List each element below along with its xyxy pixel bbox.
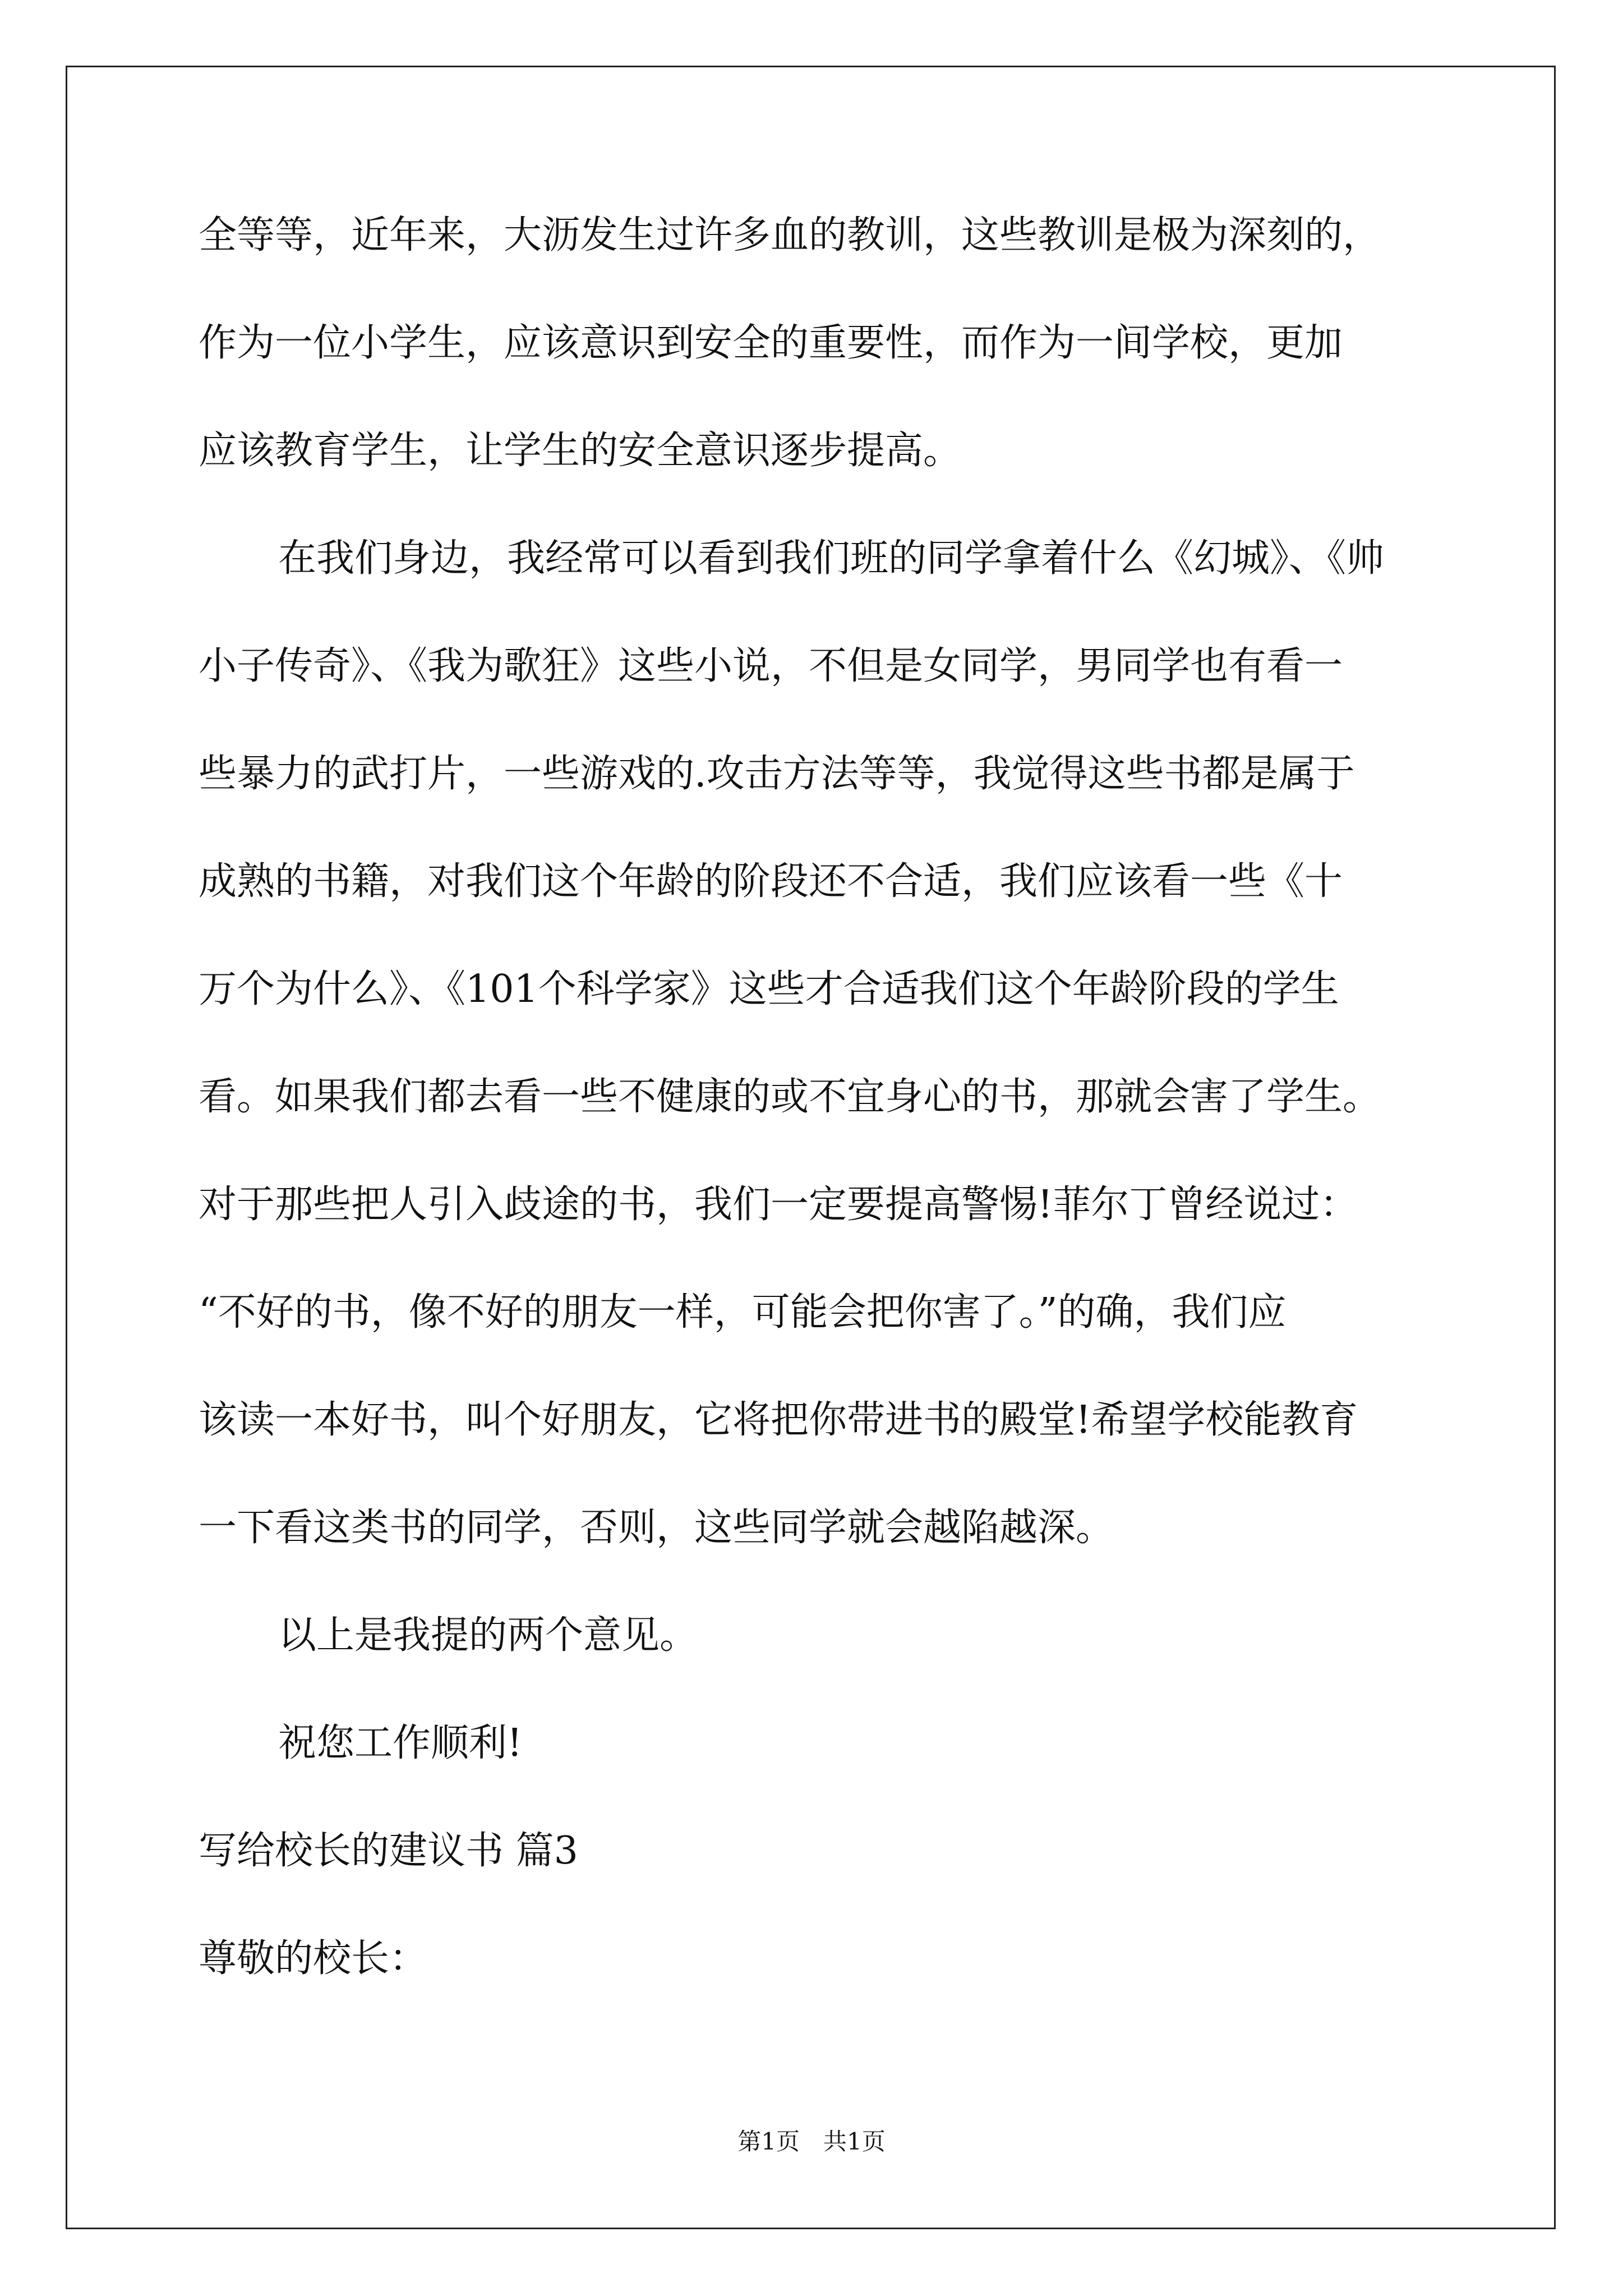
text-line: 作为一位小学生，应该意识到安全的重要性，而作为一间学校，更加 (199, 321, 1343, 365)
text-line: 写给校长的建议书 篇3 (199, 1829, 578, 1873)
text-line: 一下看这类书的同学，否则，这些同学就会越陷越深。 (199, 1506, 1114, 1550)
text-line: “不好的书，像不好的朋友一样，可能会把你害了。”的确，我们应 (199, 1290, 1287, 1335)
text-line: 在我们身边，我经常可以看到我们班的同学拿着什么《幻城》、《帅 (278, 536, 1385, 581)
page-frame (66, 66, 1556, 2229)
page-footer: 第1页 共1页 (737, 2128, 886, 2155)
text-line: 该读一本好书，叫个好朋友，它将把你带进书的殿堂!希望学校能教育 (199, 1398, 1358, 1442)
text-line: 对于那些把人引入歧途的书，我们一定要提高警惕!菲尔丁曾经说过： (199, 1182, 1358, 1227)
text-line: 看。如果我们都去看一些不健康的或不宜身心的书，那就会害了学生。 (199, 1075, 1381, 1119)
text-line: 万个为什么》、《101个科学家》这些才合适我们这个年龄阶段的学生 (199, 967, 1339, 1011)
text-line: 小子传奇》、《我为歌狂》这些小说，不但是女同学，男同学也有看一 (199, 644, 1343, 688)
text-line: 全等等，近年来，大沥发生过许多血的教训，这些教训是极为深刻的， (199, 213, 1381, 257)
text-line: 些暴力的武打片，一些游戏的.攻击方法等等，我觉得这些书都是属于 (199, 752, 1355, 796)
text-line: 以上是我提的两个意见。 (278, 1613, 698, 1658)
text-line: 祝您工作顺利! (278, 1721, 523, 1765)
text-line: 应该教育学生，让学生的安全意识逐步提高。 (199, 429, 962, 473)
text-line: 尊敬的校长： (199, 1936, 428, 1981)
text-line: 成熟的书籍，对我们这个年龄的阶段还不合适，我们应该看一些《十 (199, 859, 1343, 904)
